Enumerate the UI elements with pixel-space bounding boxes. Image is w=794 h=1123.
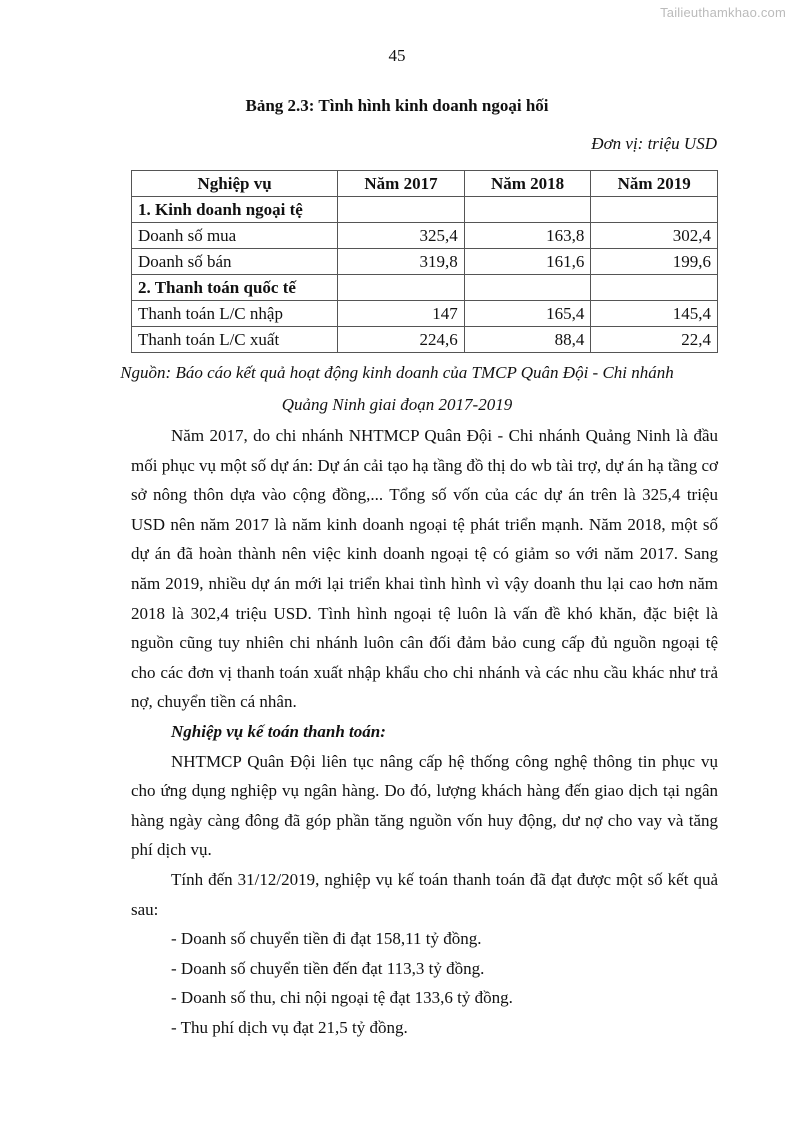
row-label: Doanh số mua xyxy=(132,223,338,249)
page-number: 45 xyxy=(388,46,406,65)
list-item: - Doanh số thu, chi nội ngoại tệ đạt 133,6 tỷ đồng. xyxy=(171,988,513,1008)
table-row xyxy=(132,223,718,249)
source-line: Nguồn: Báo cáo kết quả hoạt động kinh doanh của TMCP Quân Đội - Chi nhánh xyxy=(120,363,674,382)
table-source xyxy=(0,357,794,421)
column-header: Nghiệp vụ xyxy=(132,171,338,197)
table-cell: 165,4 xyxy=(464,301,591,327)
table-row xyxy=(132,327,718,353)
table-cell: 145,4 xyxy=(591,301,718,327)
body-text xyxy=(131,421,718,1042)
paragraph: Tính đến 31/12/2019, nghiệp vụ kế toán thanh toán đã đạt được một số kết quả sau: xyxy=(131,869,718,919)
table-cell: 224,6 xyxy=(338,327,465,353)
table-row xyxy=(132,275,718,301)
source-line: Quảng Ninh giai đoạn 2017-2019 xyxy=(281,395,513,414)
section-label: 2. Thanh toán quốc tế xyxy=(132,275,338,301)
table-cell: 161,6 xyxy=(464,249,591,275)
paragraph: NHTMCP Quân Đội liên tục nâng cấp hệ thống công nghệ thông tin phục vụ cho ứng dụng nghiệp vụ ngân hàng. Do đó, lượng khách hàng đến giao dịch tại ngân hàng ngày càng đông đã góp phần tăng nguồn vốn huy động, dư nợ cho vay và tăng phí dịch vụ. xyxy=(131,751,718,860)
foreign-exchange-table xyxy=(131,170,718,353)
row-label: Thanh toán L/C xuất xyxy=(132,327,338,353)
row-label: Thanh toán L/C nhập xyxy=(132,301,338,327)
section-heading: Nghiệp vụ kế toán thanh toán: xyxy=(171,721,386,741)
table-row xyxy=(132,197,718,223)
column-header: Năm 2017 xyxy=(338,171,465,197)
column-header: Năm 2018 xyxy=(464,171,591,197)
table-cell xyxy=(464,197,591,223)
table-cell: 325,4 xyxy=(338,223,465,249)
table-unit: Đơn vị: triệu USD xyxy=(591,134,717,153)
table-cell xyxy=(338,197,465,223)
table-cell: 199,6 xyxy=(591,249,718,275)
table-cell: 319,8 xyxy=(338,249,465,275)
table-cell xyxy=(591,275,718,301)
list-item: - Doanh số chuyển tiền đến đạt 113,3 tỷ đồng. xyxy=(171,958,485,978)
table-cell: 88,4 xyxy=(464,327,591,353)
column-header: Năm 2019 xyxy=(591,171,718,197)
table-cell xyxy=(591,197,718,223)
table-cell xyxy=(464,275,591,301)
list-item: - Doanh số chuyển tiền đi đạt 158,11 tỷ đồng. xyxy=(171,929,482,949)
table-cell: 163,8 xyxy=(464,223,591,249)
row-label: Doanh số bán xyxy=(132,249,338,275)
watermark: Tailieuthamkhao.com xyxy=(660,5,786,20)
paragraph: Năm 2017, do chi nhánh NHTMCP Quân Đội - Chi nhánh Quảng Ninh là đầu mối phục vụ một số dự án: Dự án cải tạo hạ tầng đồ thị do wb tài trợ, dự án hạ tầng cơ sở nông thôn dựa vào cộng đồng,... Tổng số vốn của các dự án trên là 325,4 triệu USD nên năm 2017 là năm kinh doanh ngoại tệ phát triển mạnh. Năm 2018, một số dự án đã hoàn thành nên việc kinh doanh ngoại tệ có giảm so với năm 2017. Sang năm 2019, nhiều dự án mới lại triển khai tình hình vì vậy doanh thu lại cao hơn năm 2018 là 302,4 triệu USD. Tình hình ngoại tệ luôn là vấn đề khó khăn, đặc biệt là nguồn cũng tuy nhiên chi nhánh luôn cân đối đảm bảo cung cấp đủ nguồn ngoại tệ cho các đơn vị thanh toán xuất nhập khẩu cho chi nhánh và các nhu cầu khác như trả nợ, chuyển tiền cá nhân. xyxy=(131,426,718,712)
table-header-row xyxy=(132,171,718,197)
section-label: 1. Kinh doanh ngoại tệ xyxy=(132,197,338,223)
list-item: - Thu phí dịch vụ đạt 21,5 tỷ đồng. xyxy=(171,1017,408,1037)
table-row xyxy=(132,301,718,327)
table-cell: 302,4 xyxy=(591,223,718,249)
table-row xyxy=(132,249,718,275)
table-title: Bảng 2.3: Tình hình kinh doanh ngoại hối xyxy=(245,96,549,115)
table-cell: 147 xyxy=(338,301,465,327)
table-cell xyxy=(338,275,465,301)
table-cell: 22,4 xyxy=(591,327,718,353)
